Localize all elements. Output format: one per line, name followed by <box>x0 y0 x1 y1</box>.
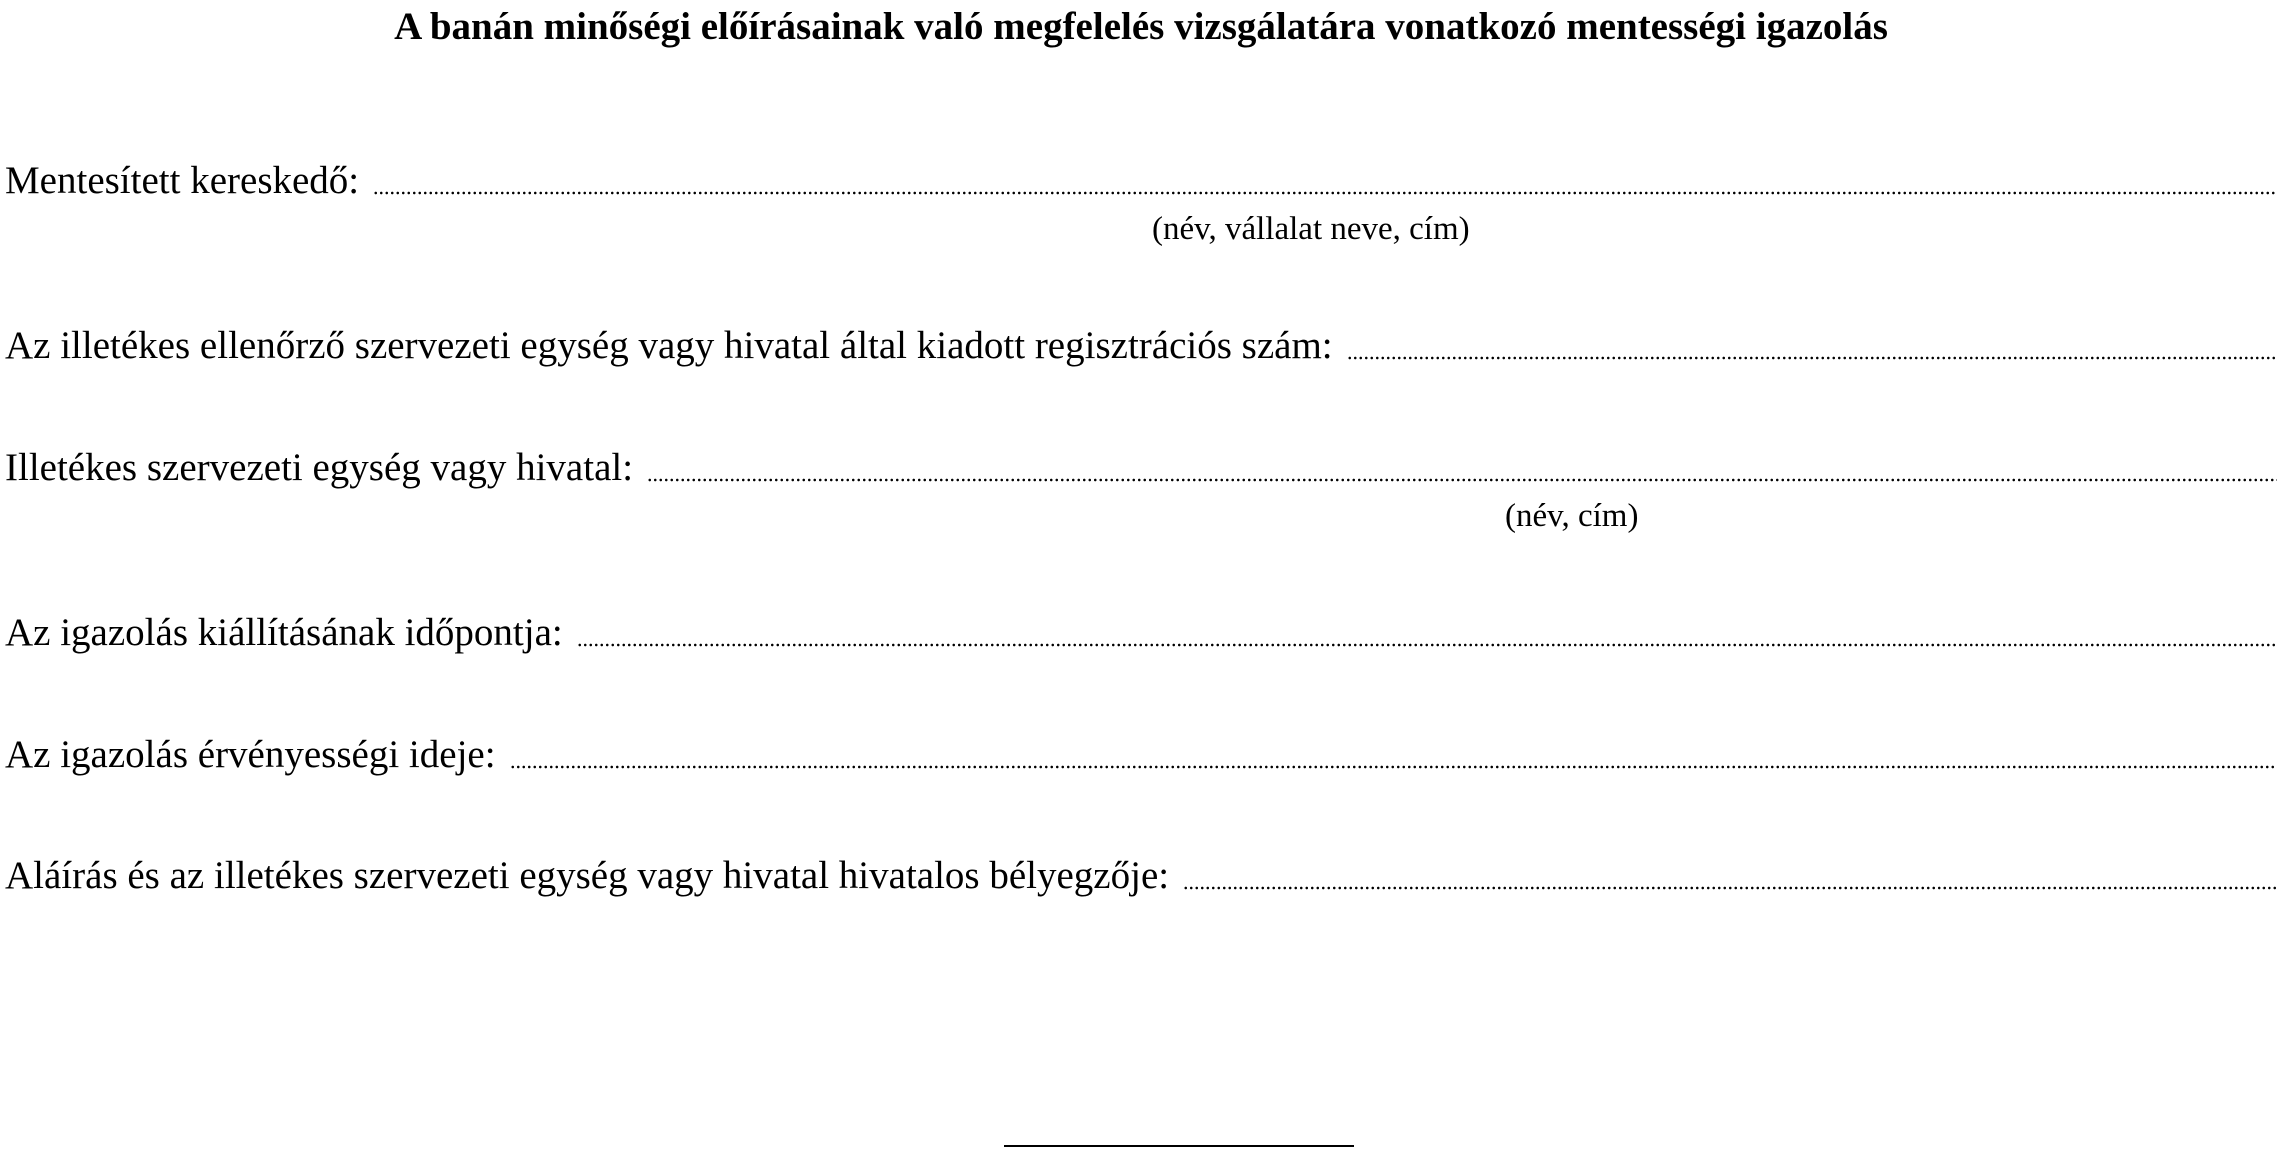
field-validity-period <box>5 730 2277 780</box>
field-issue-date <box>5 608 2277 658</box>
field-registration-number-dotted-line[interactable] <box>1347 356 2277 360</box>
field-competent-office-label: Illetékes szervezeti egység vagy hivatal: <box>5 446 634 489</box>
field-signature-stamp-dotted-line[interactable] <box>1183 886 2277 890</box>
field-competent-office <box>5 443 2277 493</box>
field-signature-stamp-label: Aláírás és az illetékes szervezeti egység vagy hivatal hivatalos bélyegzője: <box>5 854 1170 897</box>
field-competent-office-dotted-line[interactable] <box>647 478 2277 482</box>
field-issue-date-label: Az igazolás kiállításának időpontja: <box>5 611 563 654</box>
field-exempt-trader <box>5 156 2277 206</box>
field-validity-period-dotted-line[interactable] <box>510 765 2277 769</box>
field-competent-office-hint: (név, cím) <box>1505 498 1639 534</box>
footnote-separator-rule <box>1004 1145 1354 1147</box>
field-registration-number <box>5 321 2277 371</box>
field-exempt-trader-hint: (név, vállalat neve, cím) <box>1152 211 1470 247</box>
document-title: A banán minőségi előírásainak való megfelelés vizsgálatára vonatkozó mentességi igazolás <box>394 5 1888 48</box>
field-exempt-trader-label: Mentesített kereskedő: <box>5 159 360 202</box>
field-signature-stamp <box>5 851 2277 901</box>
field-registration-number-label: Az illetékes ellenőrző szervezeti egység vagy hivatal által kiadott regisztrációs szám: <box>5 324 1333 367</box>
field-exempt-trader-dotted-line[interactable] <box>373 191 2277 195</box>
field-validity-period-label: Az igazolás érvényességi ideje: <box>5 733 496 776</box>
field-issue-date-dotted-line[interactable] <box>577 643 2277 647</box>
